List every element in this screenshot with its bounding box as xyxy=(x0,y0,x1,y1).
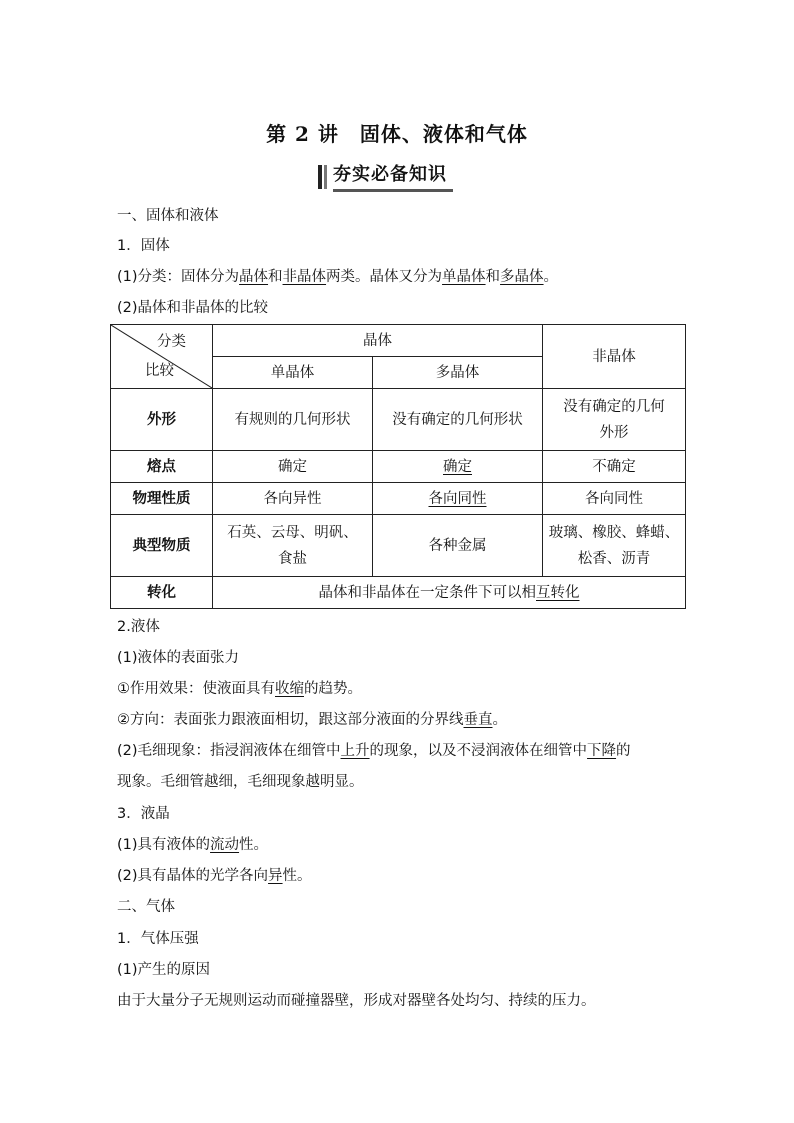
paragraph-cause-detail: 由于大量分子无规则运动而碰撞器壁，形成对器壁各处均匀、持续的压力。 xyxy=(117,993,596,1009)
paragraph-cause: (1)产生的原因 xyxy=(117,962,211,978)
paragraph-classification: (1)分类：固体分为晶体和非晶体两类。晶体又分为单晶体和多晶体。 xyxy=(117,269,559,285)
heading-gas: 二、气体 xyxy=(117,899,175,915)
table-row: 熔点 确定 确定 不确定 xyxy=(111,451,686,483)
table-row: 外形 有规则的几何形状 没有确定的几何形状 没有确定的几何 外形 xyxy=(111,389,686,451)
section-banner xyxy=(318,163,453,191)
banner-bar-icon xyxy=(318,165,322,189)
banner-bar-icon xyxy=(324,165,327,189)
table-row: 转化 晶体和非晶体在一定条件下可以相互转化 xyxy=(111,577,686,609)
heading-liquid-crystal: 3．液晶 xyxy=(117,806,170,822)
header-amorphous: 非晶体 xyxy=(543,325,686,389)
diagonal-header-cell xyxy=(111,325,213,389)
diag-top-label: 分类 xyxy=(157,334,186,350)
table-row: 物理性质 各向异性 各向同性 各向同性 xyxy=(111,483,686,515)
paragraph-anisotropy: (2)具有晶体的光学各向异性。 xyxy=(117,868,312,884)
heading-solids-liquids: 一、固体和液体 xyxy=(117,208,219,224)
comparison-table xyxy=(110,324,686,609)
header-crystal: 晶体 xyxy=(213,325,543,357)
heading-gas-pressure: 1．气体压强 xyxy=(117,931,199,947)
lesson-title: 第 2 讲 固体、液体和气体 xyxy=(266,122,528,146)
diag-bottom-label: 比较 xyxy=(145,363,174,379)
table-row: 典型物质 石英、云母、明矾、 食盐 各种金属 玻璃、橡胶、蜂蜡、 松香、沥青 xyxy=(111,515,686,577)
paragraph-comparison: (2)晶体和非晶体的比较 xyxy=(117,300,269,316)
paragraph-surface-tension: (1)液体的表面张力 xyxy=(117,650,240,666)
paragraph-capillary: (2)毛细现象：指浸润液体在细管中上升的现象，以及不浸润液体在细管中下降的 xyxy=(117,743,631,759)
heading-solids: 1．固体 xyxy=(117,238,170,254)
header-polycrystal: 多晶体 xyxy=(373,357,543,389)
paragraph-effect: ①作用效果：使液面具有收缩的趋势。 xyxy=(117,681,362,697)
heading-liquids: 2.液体 xyxy=(117,619,160,635)
banner-text: 夯实必备知识 xyxy=(333,163,453,192)
paragraph-fluidity: (1)具有液体的流动性。 xyxy=(117,837,269,853)
header-single-crystal: 单晶体 xyxy=(213,357,373,389)
paragraph-capillary-cont: 现象。毛细管越细，毛细现象越明显。 xyxy=(117,774,364,790)
paragraph-direction: ②方向：表面张力跟液面相切，跟这部分液面的分界线垂直。 xyxy=(117,712,507,728)
